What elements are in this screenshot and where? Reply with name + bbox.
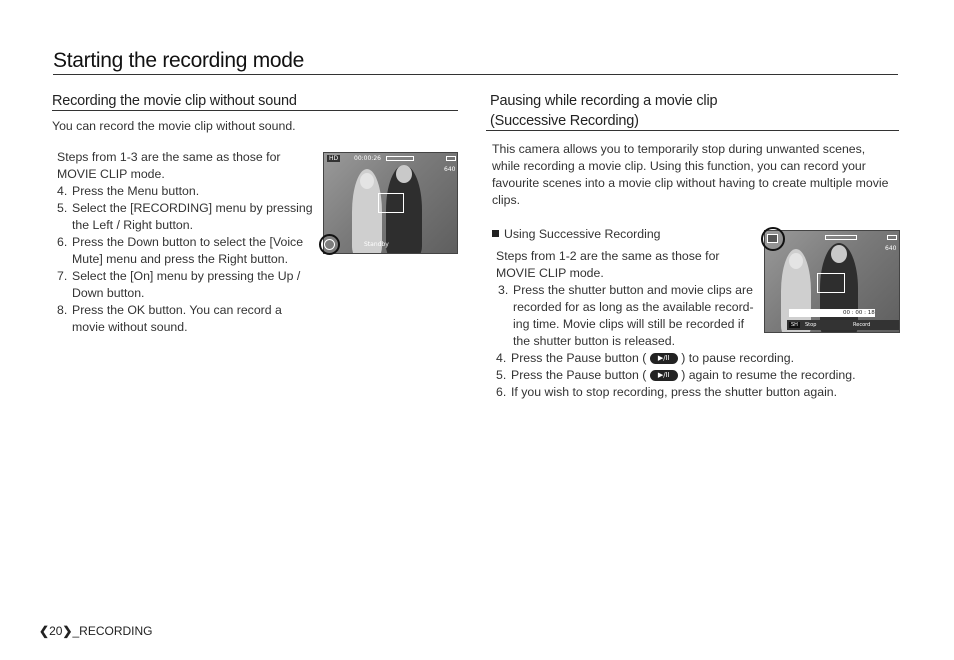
page-footer: [39, 624, 153, 638]
step-number: 7.: [57, 269, 68, 283]
bullet-using-successive: [492, 226, 661, 243]
groom-face: [831, 245, 847, 263]
left-step-6: [57, 234, 317, 268]
right-step-6: [496, 384, 896, 401]
left-step-5: [57, 200, 317, 234]
page-number: 20: [49, 624, 63, 638]
record-timer: 00 : 00 : 18: [843, 310, 875, 316]
step-line: the shutter button is released.: [513, 334, 676, 348]
right-step-4: [496, 350, 896, 367]
right-step-5: [496, 367, 896, 384]
voice-mute-icon: [324, 239, 335, 250]
control-bar: [787, 320, 899, 330]
right-steps: [496, 248, 758, 350]
resolution: 640: [444, 166, 456, 173]
camera-screen-recording: [764, 230, 900, 333]
page-number-right-bracket: ❯: [62, 624, 73, 638]
left-intro: You can record the movie clip without sound.: [52, 119, 296, 133]
section-label: _RECORDING: [72, 624, 153, 638]
step-number: 6.: [496, 385, 507, 399]
left-step-8: [57, 302, 317, 336]
step-line: Select the [On] menu by pressing the Up /: [72, 269, 301, 283]
step-text: Press the Pause button (: [511, 368, 647, 382]
groom-face: [396, 165, 412, 183]
left-step-7: [57, 268, 317, 302]
battery-icon: [446, 156, 456, 161]
step-line: Press the shutter button and movie clips are: [513, 283, 753, 297]
hd-badge: HD: [329, 155, 339, 162]
left-step-4: [57, 183, 317, 200]
right-steps-intro-1: Steps from 1-2 are the same as those for: [496, 249, 720, 263]
step-number: 3.: [498, 283, 509, 297]
step-text: If you wish to stop recording, press the shutter button again.: [511, 385, 838, 399]
step-number: 8.: [57, 303, 68, 317]
step-text: Press the Pause button (: [511, 351, 647, 365]
para-line: This camera allows you to temporarily stop during unwanted scenes,: [492, 142, 866, 156]
page-number-left-bracket: ❮: [39, 624, 50, 638]
step-line: ing time. Movie clips will still be recorded if: [513, 317, 744, 331]
left-steps-intro-1: Steps from 1-3 are the same as those for: [57, 150, 281, 164]
step-number: 4.: [496, 351, 507, 365]
step-line: movie without sound.: [72, 320, 188, 334]
movie-mode-icon: [767, 234, 778, 243]
step-line: recorded for as long as the available record-: [513, 300, 754, 314]
focus-frame: [378, 193, 404, 213]
battery-icon: [887, 235, 897, 240]
step-line: Down button.: [72, 286, 145, 300]
page-title: Starting the recording mode: [53, 49, 305, 72]
stop-label: Stop: [805, 322, 817, 328]
progress-bar: [386, 156, 414, 161]
standby-label: Standby: [364, 241, 389, 248]
right-steps-continued: [496, 350, 896, 401]
bride-face: [789, 253, 803, 269]
progress-bar: [825, 235, 857, 240]
para-line: favourite scenes into a movie clip without having to create multiple movie: [492, 176, 889, 190]
right-paragraph: [492, 141, 902, 209]
pause-button-icon: ▶/II: [650, 353, 678, 364]
step-line: Select the [RECORDING] menu by pressing: [72, 201, 313, 215]
left-heading: Recording the movie clip without sound: [52, 93, 297, 109]
step-number: 5.: [496, 368, 507, 382]
right-heading-rule: [486, 130, 899, 131]
step-number: 5.: [57, 201, 68, 215]
left-steps: [57, 149, 317, 336]
left-steps-intro-2: MOVIE CLIP mode.: [57, 167, 165, 181]
sh-badge: SH: [791, 322, 798, 328]
pause-button-icon: ▶/II: [650, 370, 678, 381]
step-line: Mute] menu and press the Right button.: [72, 252, 289, 266]
title-divider: [53, 74, 898, 75]
step-line: Press the Down button to select the [Voice: [72, 235, 304, 249]
right-steps-intro-2: MOVIE CLIP mode.: [496, 266, 604, 280]
para-line: while recording a movie clip. Using this function, you can record your: [492, 159, 866, 173]
bride-face: [360, 173, 374, 189]
right-step-3: [498, 282, 758, 350]
step-text: ) again to resume the recording.: [681, 368, 856, 382]
step-number: 4.: [57, 184, 68, 198]
step-line: Press the Menu button.: [72, 184, 200, 198]
camera-screen-standby: [323, 152, 458, 254]
step-text: ) to pause recording.: [681, 351, 794, 365]
step-line: the Left / Right button.: [72, 218, 193, 232]
right-heading-line-1: Pausing while recording a movie clip: [490, 93, 718, 109]
bullet-label: Using Successive Recording: [504, 227, 661, 241]
para-line: clips.: [492, 193, 521, 207]
left-heading-rule: [52, 110, 458, 111]
resolution: 640: [885, 245, 897, 252]
timer: 00:00:26: [354, 155, 381, 162]
focus-frame: [817, 273, 845, 293]
right-heading-line-2: (Successive Recording): [490, 113, 639, 129]
record-label: Record: [853, 322, 871, 328]
square-bullet-icon: [492, 230, 499, 237]
step-line: Press the OK button. You can record a: [72, 303, 282, 317]
step-number: 6.: [57, 235, 68, 249]
